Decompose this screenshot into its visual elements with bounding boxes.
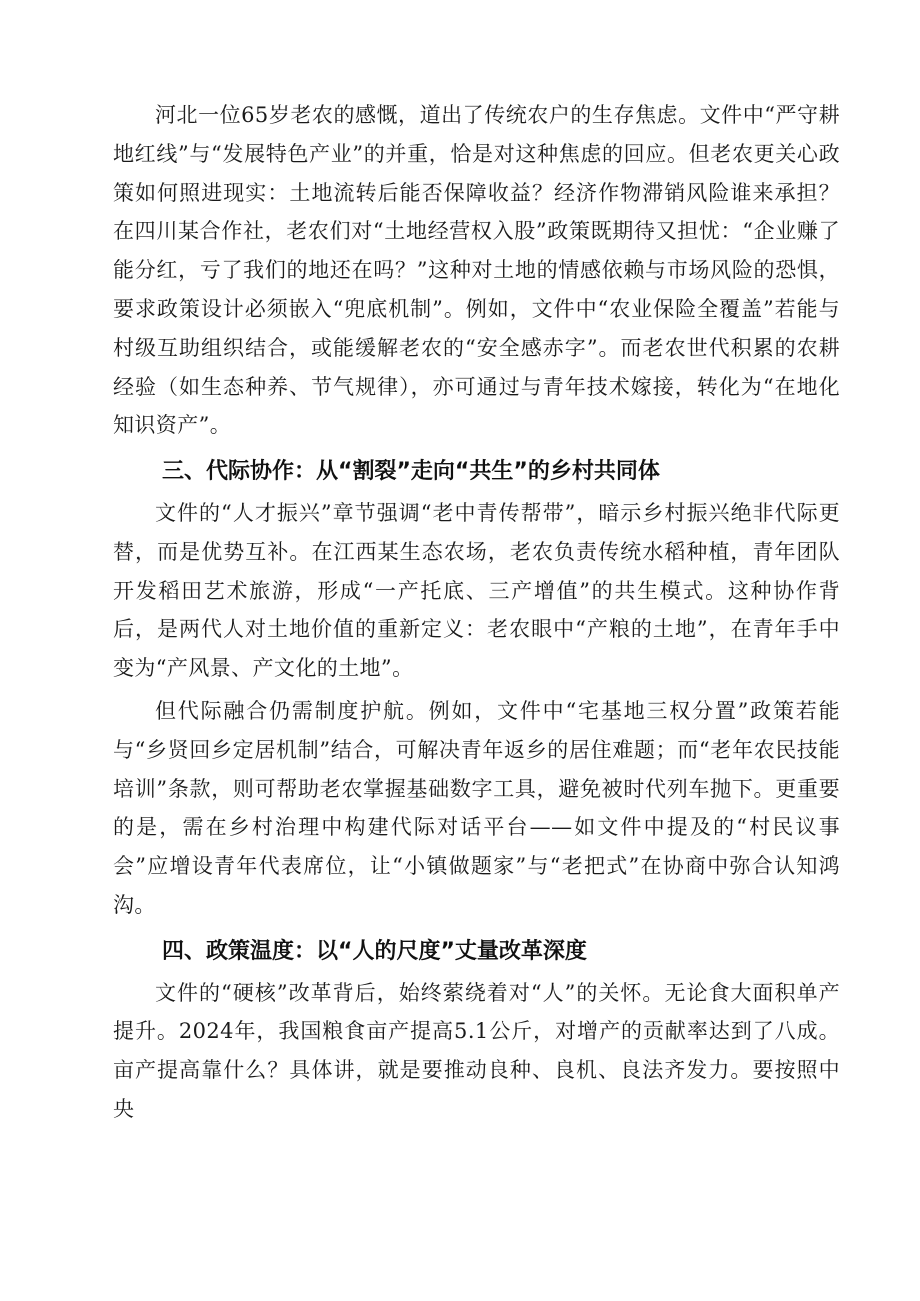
section-heading-3: 三、代际协作：从“割裂”走向“共生”的乡村共同体	[162, 459, 660, 485]
body-paragraph: 文件的“硬核”改革背后，始终萦绕着对“人”的关怀。无论食大面积单产提升。2024年，我国粮食亩产提高5.1公斤，对增产的贡献率达到了八成。亩产提高靠什么？具体讲，就是要推动良种、良机、良法齐发力。要按照中央	[113, 980, 840, 1121]
body-paragraph: 河北一位65岁老农的感慨，道出了传统农户的生存焦虑。文件中“严守耕地红线”与“发展特色产业”的并重，恰是对这种焦虑的回应。但老农更关心政策如何照进现实：土地流转后能否保障收益？经济作物滞销风险谁来承担？在四川某合作社，老农们对“土地经营权入股”政策既期待又担忧：“企业赚了能分红，亏了我们的地还在吗？”这种对土地的情感依赖与市场风险的恐惧，要求政策设计必须嵌入“兜底机制”。例如，文件中“农业保险全覆盖”若能与村级互助组织结合，或能缓解老农的“安全感赤字”。而老农世代积累的农耕经验（如生态种养、节气规律），亦可通过与青年技术嫁接，转化为“在地化知识资产”。	[113, 103, 840, 438]
body-paragraph: 文件的“人才振兴”章节强调“老中青传帮带”，暗示乡村振兴绝非代际更替，而是优势互补。在江西某生态农场，老农负责传统水稻种植，青年团队开发稻田艺术旅游，形成“一产托底、三产增值”的共生模式。这种协作背后，是两代人对土地价值的重新定义：老农眼中“产粮的土地”，在青年手中变为“产风景、产文化的土地”。	[113, 500, 840, 681]
document-page	[113, 96, 840, 1129]
section-heading-4: 四、政策温度：以“人的尺度”丈量改革深度	[162, 938, 587, 964]
body-paragraph: 但代际融合仍需制度护航。例如，文件中“宅基地三权分置”政策若能与“乡贤回乡定居机制”结合，可解决青年返乡的居住难题；而“老年农民技能培训”条款，则可帮助老农掌握基础数字工具，避免被时代列车抛下。更重要的是，需在乡村治理中构建代际对话平台——如文件中提及的“村民议事会”应增设青年代表席位，让“小镇做题家”与“老把式”在协商中弥合认知鸿沟。	[113, 698, 840, 917]
